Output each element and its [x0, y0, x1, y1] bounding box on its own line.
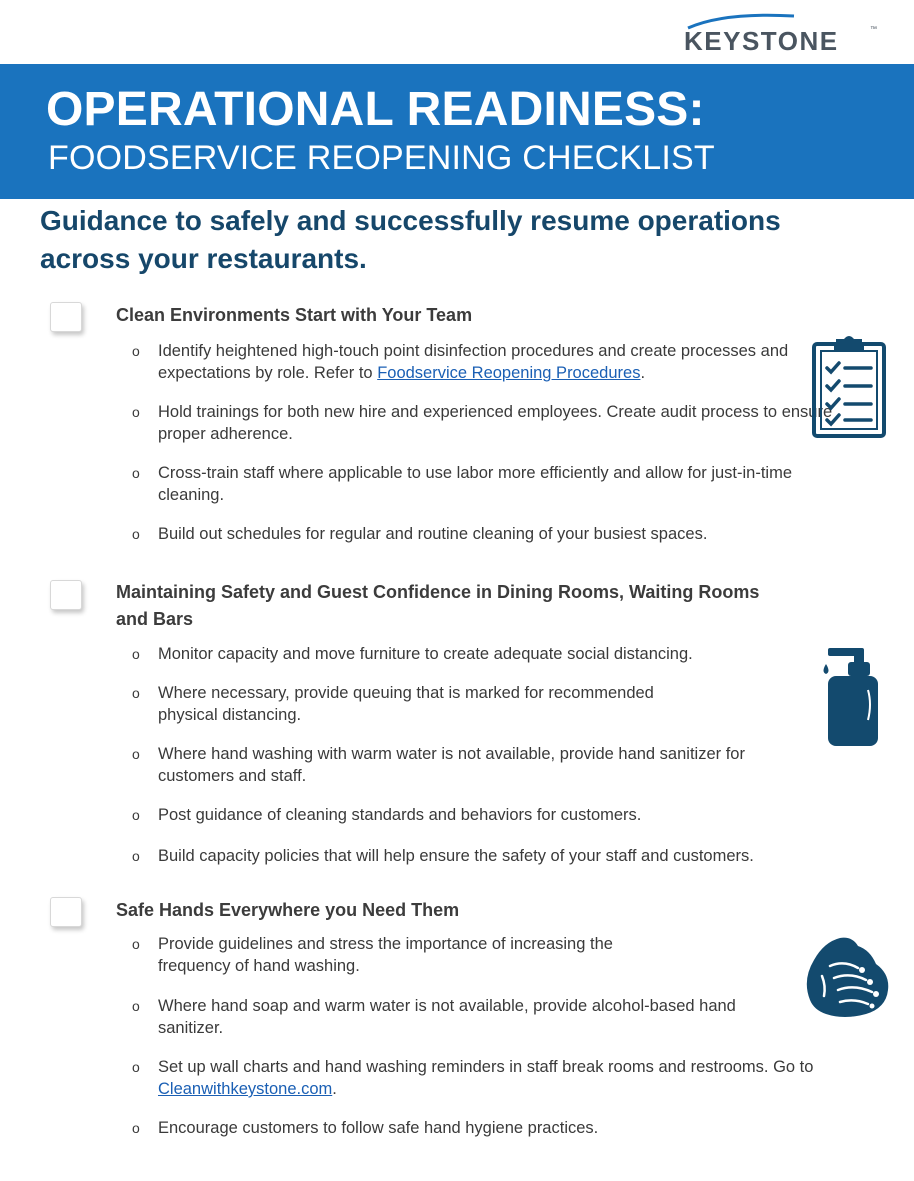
- bullet-marker: o: [132, 848, 140, 864]
- item-text: Build capacity policies that will help ensure the safety of your staff and customers.: [158, 847, 754, 865]
- clipboard-checklist-icon: [810, 334, 888, 440]
- bullet-marker: o: [132, 746, 140, 762]
- item-text: Identify heightened high-touch point disinfection procedures and create processes and expectations by role. Refer to Foodservice Reopening Procedures.: [158, 342, 789, 382]
- section-2-title: Maintaining Safety and Guest Confidence in Dining Rooms, Waiting Rooms and Bars: [116, 582, 760, 629]
- page-subtitle: FOODSERVICE REOPENING CHECKLIST: [48, 139, 715, 177]
- cleanwithkeystone-link[interactable]: Cleanwithkeystone.com: [158, 1080, 333, 1098]
- washing-hands-icon: [800, 930, 894, 1020]
- intro-heading: Guidance to safely and successfully resume operations across your restaurants.: [40, 205, 781, 274]
- section-2-checkbox[interactable]: [50, 580, 82, 610]
- item-text: Provide guidelines and stress the importance of increasing the frequency of hand washing.: [158, 935, 613, 975]
- bullet-marker: o: [132, 807, 140, 823]
- section-3-title: Safe Hands Everywhere you Need Them: [116, 900, 460, 920]
- bullet-marker: o: [132, 465, 140, 481]
- item-text: Where hand soap and warm water is not available, provide alcohol-based hand sanitizer.: [158, 997, 736, 1037]
- section-1-checkbox[interactable]: [50, 302, 82, 332]
- keystone-logo: [684, 10, 880, 54]
- bullet-marker: o: [132, 646, 140, 662]
- section-3-checkbox[interactable]: [50, 897, 82, 927]
- item-text: Hold trainings for both new hire and experienced employees. Create audit process to ensure proper adherence.: [158, 403, 833, 443]
- foodservice-procedures-link[interactable]: Foodservice Reopening Procedures: [377, 364, 641, 382]
- item-text: Build out schedules for regular and routine cleaning of your busiest spaces.: [158, 525, 708, 543]
- item-text: Set up wall charts and hand washing reminders in staff break rooms and restrooms. Go to Cleanwithkeystone.com.: [158, 1058, 814, 1098]
- logo-trademark: ™: [870, 26, 877, 33]
- item-text: Encourage customers to follow safe hand hygiene practices.: [158, 1119, 599, 1137]
- bullet-marker: o: [132, 404, 140, 420]
- logo-text: KEYSTONE: [684, 26, 839, 56]
- item-text: Monitor capacity and move furniture to create adequate social distancing.: [158, 645, 693, 663]
- item-text: Where necessary, provide queuing that is marked for recommended physical distancing.: [158, 684, 654, 724]
- soap-dispenser-icon: [820, 644, 882, 748]
- bullet-marker: o: [132, 998, 140, 1014]
- item-text: Cross-train staff where applicable to use labor more efficiently and allow for just-in-time cleaning.: [158, 464, 793, 504]
- page-title: OPERATIONAL READINESS:: [46, 83, 705, 136]
- item-text: Where hand washing with warm water is not available, provide hand sanitizer for customers and staff.: [158, 745, 745, 785]
- bullet-marker: o: [132, 685, 140, 701]
- bullet-marker: o: [132, 526, 140, 542]
- bullet-marker: o: [132, 936, 140, 952]
- bullet-marker: o: [132, 343, 140, 359]
- bullet-marker: o: [132, 1120, 140, 1136]
- bullet-marker: o: [132, 1059, 140, 1075]
- section-1-title: Clean Environments Start with Your Team: [116, 305, 473, 325]
- item-text: Post guidance of cleaning standards and behaviors for customers.: [158, 806, 642, 824]
